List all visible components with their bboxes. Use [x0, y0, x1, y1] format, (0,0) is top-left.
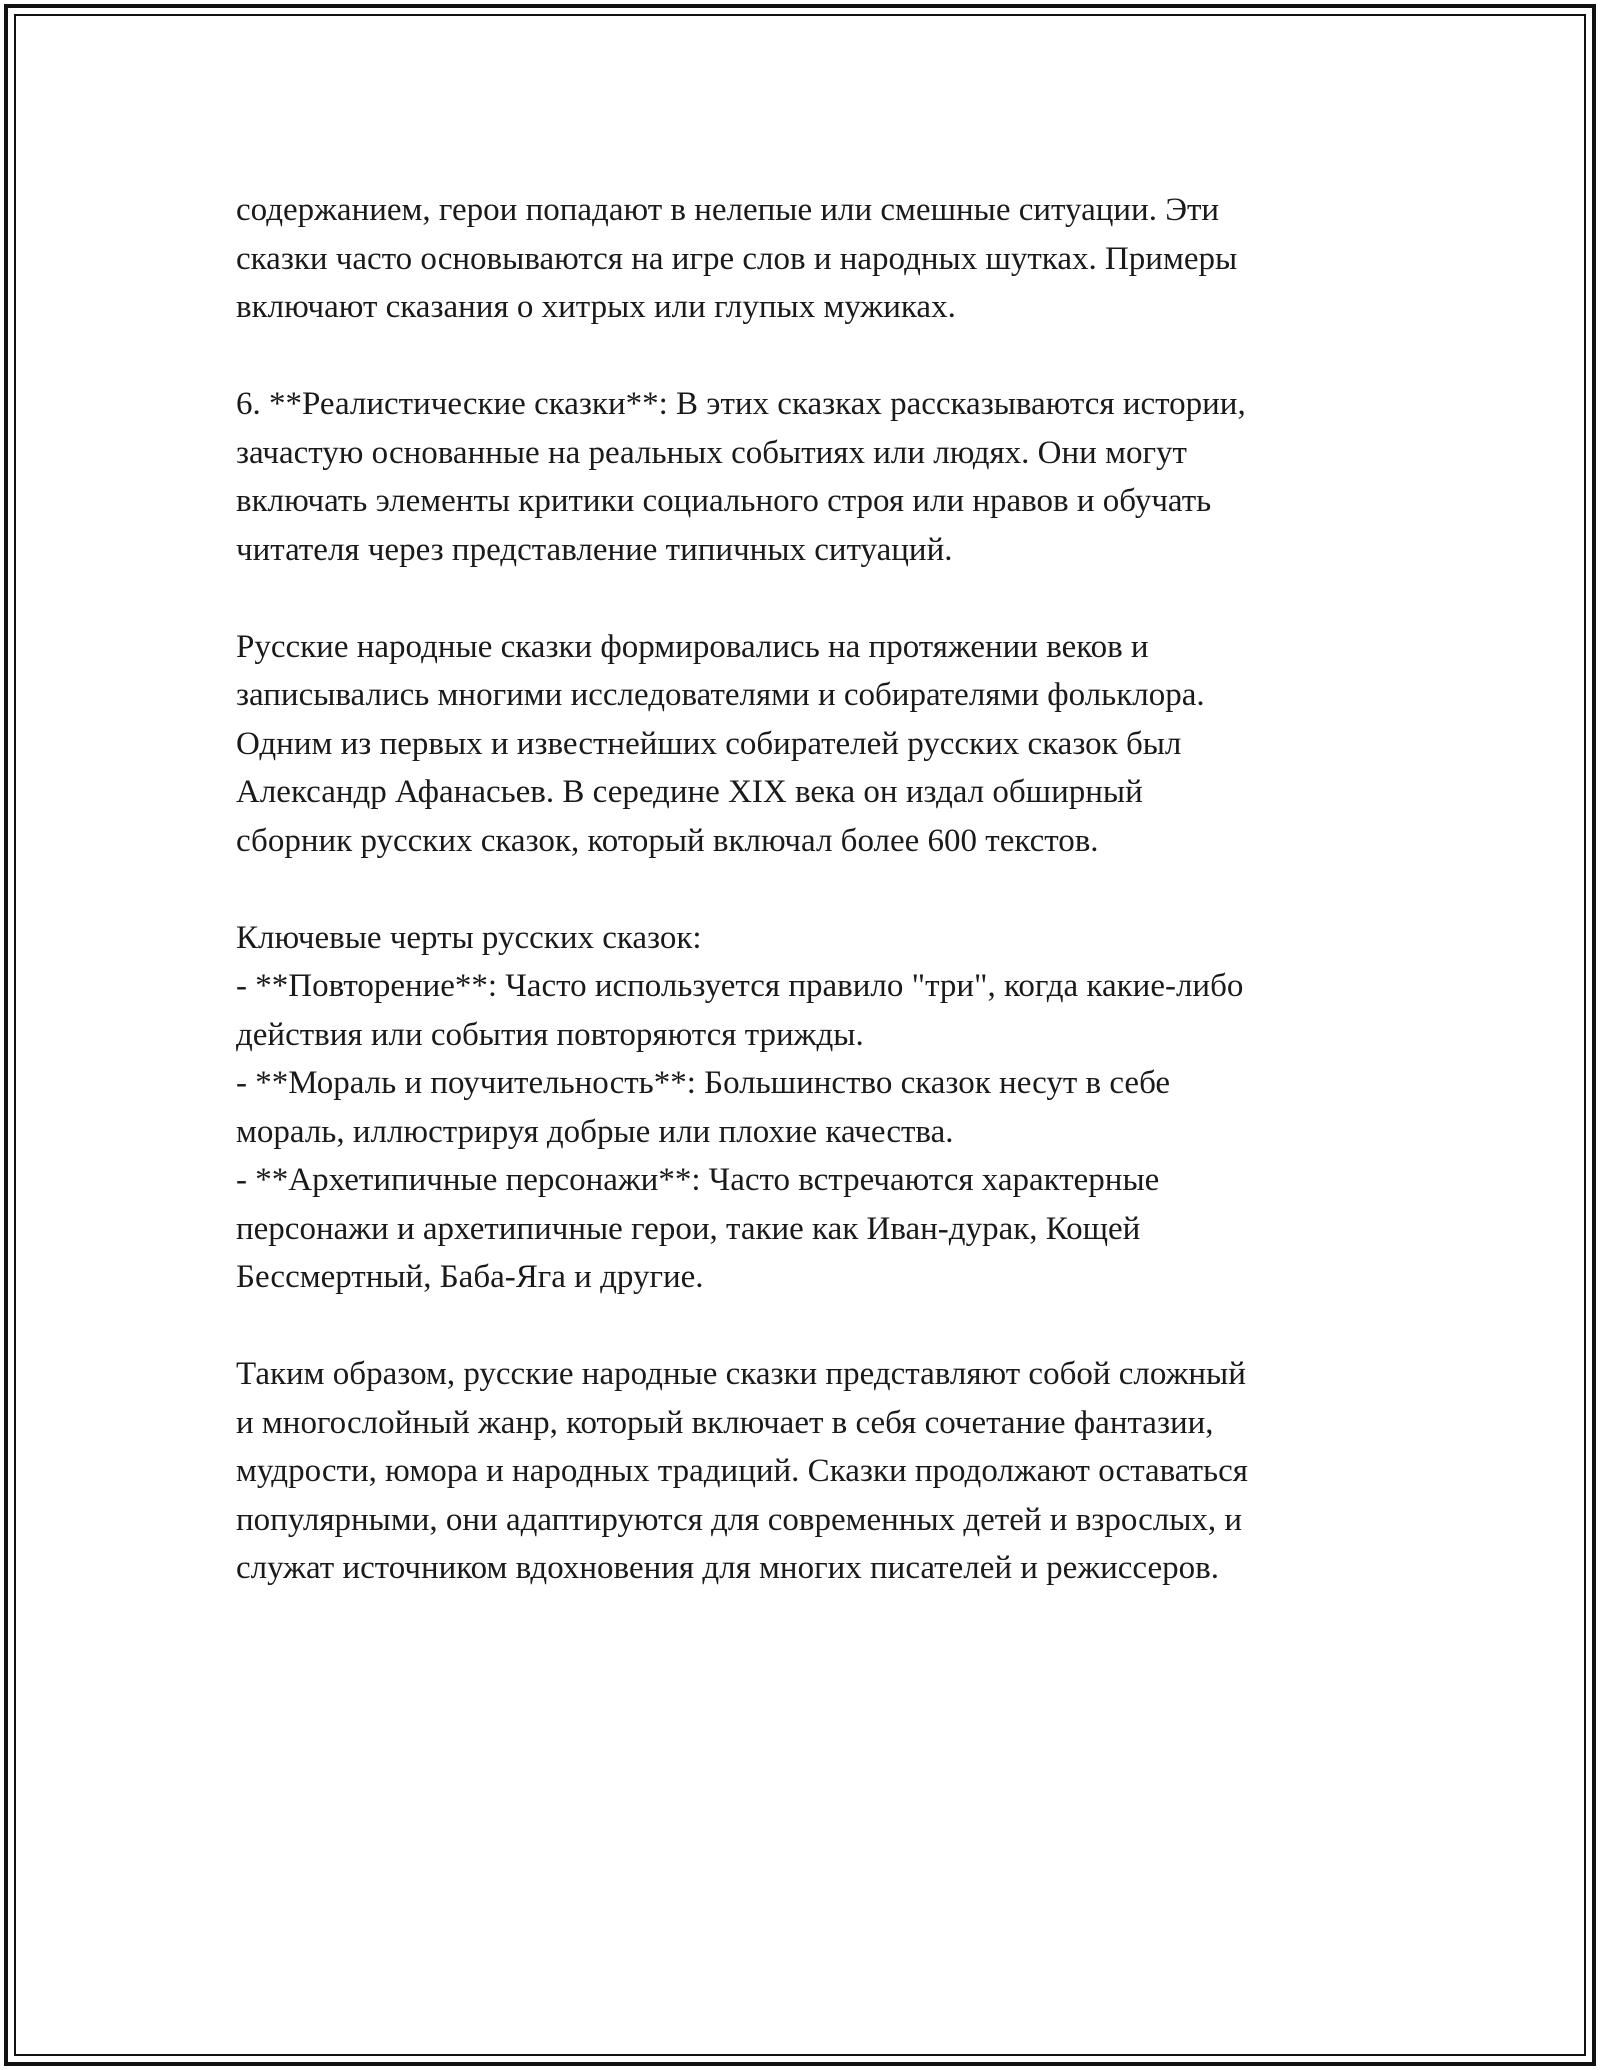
document-body: [236, 186, 1386, 1641]
paragraph-realistic-tales: [236, 380, 1386, 574]
text-line: и многослойный жанр, который включает в себя сочетание фантазии,: [236, 1404, 1214, 1441]
paragraph-history: [236, 623, 1386, 866]
text-line: включают сказания о хитрых или глупых мужиках.: [236, 289, 956, 325]
text-line: Александр Афанасьев. В середине XIX века он издал обширный: [236, 774, 1143, 810]
text-line: зачастую основанные на реальных событиях или людях. Они могут: [236, 434, 1187, 471]
text-line: персонажи и архетипичные герои, такие как Иван-дурак, Кощей: [236, 1210, 1141, 1247]
text-line: популярными, они адаптируются для современных детей и взрослых, и: [236, 1501, 1243, 1538]
text-line: Одним из первых и известнейших собирателей русских сказок был: [236, 725, 1182, 762]
paragraph-key-features: [236, 914, 1386, 1302]
text-line: служат источником вдохновения для многих писателей и режиссеров.: [236, 1550, 1219, 1586]
text-line: Таким образом, русские народные сказки представляют собой сложный: [236, 1356, 1246, 1392]
list-item: - **Мораль и поучительность**: Большинство сказок несут в себе: [236, 1065, 1171, 1101]
text-line: содержанием, герои попадают в нелепые или смешные ситуации. Эти: [236, 192, 1220, 228]
text-line: Русские народные сказки формировались на протяжении веков и: [236, 628, 1149, 665]
text-line: сказки часто основываются на игре слов и народных шутках. Примеры: [236, 240, 1238, 277]
text-line: мудрости, юмора и народных традиций. Сказки продолжают оставаться: [236, 1453, 1248, 1489]
text-line: Ключевые черты русских сказок:: [236, 919, 702, 956]
text-line: мораль, иллюстрируя добрые или плохие качества.: [236, 1113, 954, 1150]
paragraph-humorous-tales: [236, 186, 1386, 332]
text-line: записывались многими исследователями и собирателями фольклора.: [236, 677, 1205, 713]
text-line: 6. **Реалистические сказки**: В этих сказках рассказываются истории,: [236, 386, 1246, 422]
text-line: действия или события повторяются трижды.: [236, 1016, 864, 1053]
list-item: - **Повторение**: Часто используется правило "три", когда какие-либо: [236, 968, 1244, 1004]
paragraph-conclusion: [236, 1350, 1386, 1593]
text-line: читателя через представление типичных ситуаций.: [236, 531, 953, 568]
text-line: сборник русских сказок, который включал более 600 текстов.: [236, 822, 1099, 859]
text-line: Бессмертный, Баба-Яга и другие.: [236, 1259, 704, 1295]
text-line: включать элементы критики социального строя или нравов и обучать: [236, 483, 1212, 519]
list-item: - **Архетипичные персонажи**: Часто встречаются характерные: [236, 1162, 1160, 1198]
